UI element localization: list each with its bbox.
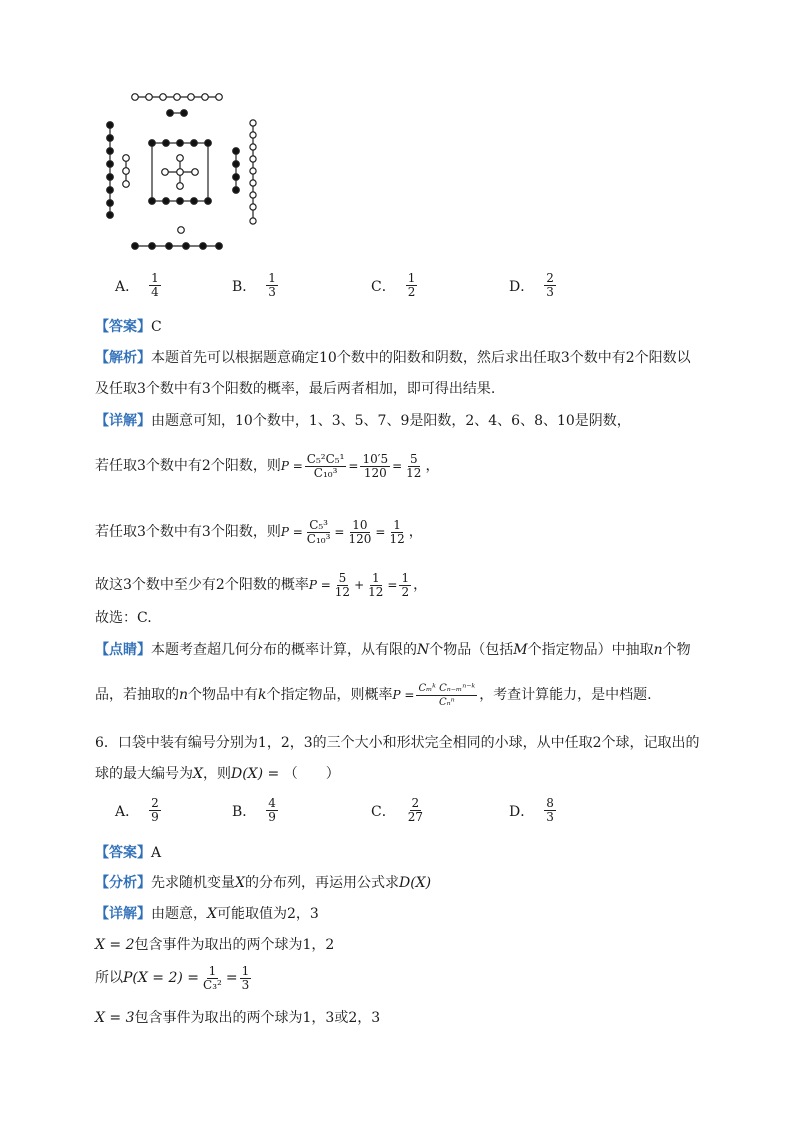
combination-fraction: $\frac{\text{C₅³}}{\text{C₁₀³}}$: [306, 517, 331, 546]
q6-option-a[interactable]: [115, 797, 163, 824]
option-fraction: $\frac{1}{2}$: [407, 271, 416, 299]
q5-sum-line: 故这3个数中至少有2个阳数的概率 P = $\frac{5}{12}$ + $\frac{1}{12}$ = $\frac{1}{2}$ ，: [95, 570, 428, 599]
q5-analysis-line-1: [95, 347, 691, 369]
option-fraction: $\frac{4}{9}$: [268, 796, 276, 824]
detail-text: 由题意可知，10个数中，1、3、5、7、9是阳数，2、4、6、8、10是阴数，: [151, 413, 631, 429]
prob-symbol: P =: [392, 688, 415, 702]
option-fraction: $\frac{1}{3}$: [268, 271, 276, 299]
q6-option-d[interactable]: [509, 797, 558, 824]
q6-analysis: 【分析】先求随机变量X的分布列，再运用公式求D(X): [95, 875, 432, 891]
option-fraction: $\frac{1}{4}$: [151, 271, 159, 299]
sum-text: 故这3个数中至少有2个阳数的概率: [95, 577, 309, 593]
q6-stem-line-1: 6．口袋中装有编号分别为1，2，3的三个大小和形状完全相同的小球，从中任取2个球，记取出的: [95, 735, 700, 751]
p-fraction-2: $\frac{1}{3}$: [241, 963, 250, 992]
note-tag: 【点睛】: [95, 642, 151, 658]
option-label: C．: [371, 278, 396, 295]
detail-tag: 【详解】: [95, 906, 151, 922]
prob-symbol: P =: [280, 459, 303, 473]
detail-tag: 【详解】: [95, 413, 151, 429]
q5-note-line-1: 【点睛】本题考查超几何分布的概率计算，从有限的N个物品（包括M个指定物品）中抽取n个物: [95, 642, 691, 658]
answer-value: A: [151, 845, 162, 861]
answer-tag: 【答案】: [95, 319, 151, 335]
option-label: A．: [115, 278, 140, 295]
mid-fraction: $\frac{10'5}{120}$: [362, 451, 389, 480]
hypergeometric-fraction: $\frac{\text{Cₘᵏ Cₙ₋ₘⁿ⁻ᵏ}}{\text{Cₙⁿ}}$: [418, 682, 476, 708]
q5-answer: [95, 316, 162, 338]
hetu-diagram: [95, 85, 275, 260]
case2-text: 若任取3个数中有2个阳数，则: [95, 458, 281, 474]
option-label: B．: [232, 803, 257, 820]
q6-answer: [95, 842, 161, 864]
hetu-dots-diagram-icon: [107, 94, 256, 250]
result-fraction: $\frac{5}{12}$: [406, 451, 422, 480]
option-fraction: $\frac{2}{3}$: [546, 271, 554, 299]
q5-detail-line-1: [95, 410, 631, 432]
q5-analysis-line-2: [95, 378, 495, 400]
q5-choose: 故选：C.: [95, 610, 152, 626]
analysis-text: 及任取3个数中有3个阳数的概率，最后两者相加，即可得出结果.: [95, 381, 496, 397]
prob-symbol: P =: [308, 578, 331, 592]
prob-symbol: P =: [280, 525, 303, 539]
q5-case2-line: 若任取3个数中有2个阳数，则 P = $\frac{\text{C₅²C₅¹}}{\text{C₁₀³}}$ = $\frac{10'5}{120}$ = $\frac{5}{12}$ ，: [95, 451, 440, 480]
sum-fraction-b: $\frac{1}{12}$: [368, 570, 384, 599]
option-label: B．: [232, 278, 257, 295]
analysis-text: 本题首先可以根据题意确定10个数中的阳数和阴数，然后求出任取3个数中有2个阳数以: [151, 350, 691, 366]
q6-x3-line: X = 3包含事件为取出的两个球为1，3或2，3: [95, 1010, 381, 1026]
q5-case3-line: 若任取3个数中有3个阳数，则 P = $\frac{\text{C₅³}}{\text{C₁₀³}}$ = $\frac{10}{120}$ = $\frac{1}{12}$ ，: [95, 517, 423, 546]
case3-text: 若任取3个数中有3个阳数，则: [95, 524, 281, 540]
q6-detail: 【详解】由题意，X可能取值为2，3: [95, 906, 319, 922]
option-label: D．: [509, 803, 535, 820]
q5-option-b[interactable]: [232, 272, 280, 299]
option-label: A．: [115, 803, 140, 820]
option-fraction: $\frac{2}{9}$: [151, 796, 159, 824]
p-fraction-1: $\frac{1}{\text{C₃²}}$: [203, 963, 222, 992]
sum-fraction-a: $\frac{5}{12}$: [334, 570, 351, 599]
option-label: C．: [371, 803, 396, 820]
combination-fraction: $\frac{\text{C₅²C₅¹}}{\text{C₁₀³}}$: [306, 451, 345, 480]
q5-note-line-2: 品，若抽取的 n 个物品中有 k 个指定物品，则概率 P = $\frac{\text{Cₘᵏ Cₙ₋ₘⁿ⁻ᵏ}}{\text{Cₙⁿ}}$ ，考查计算能力，是中档题.: [95, 682, 652, 708]
analysis-tag: 【解析】: [95, 350, 151, 366]
q6-option-c[interactable]: [371, 797, 427, 824]
q5-option-d[interactable]: [509, 272, 558, 299]
mid-fraction: $\frac{10}{120}$: [348, 517, 372, 546]
q5-option-c[interactable]: [371, 272, 419, 299]
answer-tag: 【答案】: [95, 845, 151, 861]
analysis-tag: 【分析】: [95, 875, 151, 891]
q6-stem-line-2: 球的最大编号为X，则D(X) = （ ）: [95, 766, 340, 782]
answer-value: C: [151, 319, 162, 335]
option-fraction: $\frac{8}{3}$: [546, 796, 554, 824]
sum-result-fraction: $\frac{1}{2}$: [401, 570, 410, 599]
q6-x2-line: X = 2包含事件为取出的两个球为1，2: [95, 937, 335, 953]
option-fraction: $\frac{2}{27}$: [407, 796, 423, 824]
q5-option-a[interactable]: [115, 272, 163, 299]
q6-option-b[interactable]: [232, 797, 280, 824]
q6-p-line: 所以 P(X = 2) = $\frac{1}{\text{C₃²}}$ = $\frac{1}{3}$: [95, 963, 250, 992]
option-label: D．: [509, 278, 535, 295]
result-fraction: $\frac{1}{12}$: [389, 517, 405, 546]
